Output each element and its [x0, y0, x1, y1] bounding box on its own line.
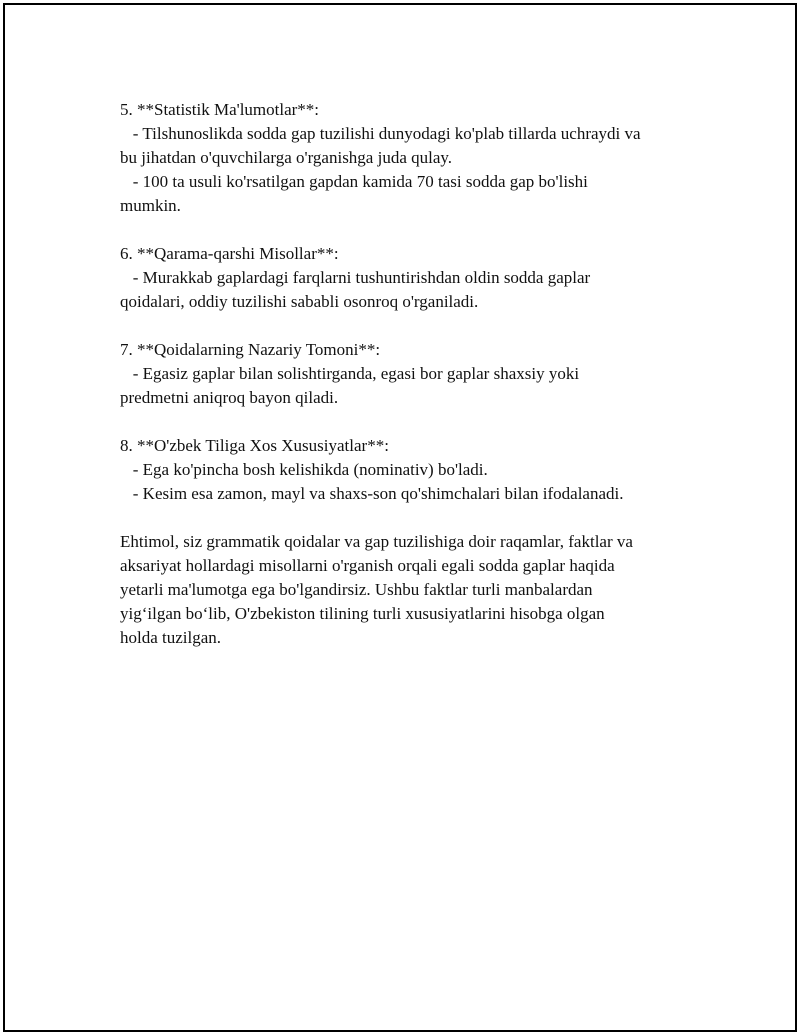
section-spacer [120, 314, 700, 338]
paragraph-line: - 100 ta usuli ko'rsatilgan gapdan kamida 70 tasi sodda gap bo'lishi [120, 172, 588, 191]
conclusion-paragraph [120, 530, 700, 650]
section-heading: 8. **O'zbek Tiliga Xos Xususiyatlar**: [120, 436, 389, 455]
paragraph-line: - Tilshunoslikda sodda gap tuzilishi dunyodagi ko'plab tillarda uchraydi va [120, 124, 641, 143]
paragraph-line: - Kesim esa zamon, mayl va shaxs-son qo'shimchalari bilan ifodalanadi. [120, 484, 624, 503]
section-8 [120, 434, 700, 506]
paragraph-line: predmetni aniqroq bayon qiladi. [120, 388, 339, 407]
section-heading: 5. **Statistik Ma'lumotlar**: [120, 100, 320, 119]
paragraph-line: - Ega ko'pincha bosh kelishikda (nominativ) bo'ladi. [120, 460, 488, 479]
paragraph-line: Ehtimol, siz grammatik qoidalar va gap tuzilishiga doir raqamlar, faktlar va [120, 532, 633, 551]
paragraph-line: mumkin. [120, 196, 181, 215]
section-5 [120, 98, 700, 218]
document-page [3, 3, 797, 1032]
section-7 [120, 338, 700, 410]
document-body [120, 98, 700, 650]
section-spacer [120, 506, 700, 530]
section-heading: 7. **Qoidalarning Nazariy Tomoni**: [120, 340, 381, 359]
paragraph-line: - Egasiz gaplar bilan solishtirganda, egasi bor gaplar shaxsiy yoki [120, 364, 580, 383]
paragraph-line: holda tuzilgan. [120, 628, 222, 647]
section-spacer [120, 218, 700, 242]
paragraph-line: yig‘ilgan bo‘lib, O'zbekiston tilining turli xususiyatlarini hisobga olgan [120, 604, 605, 623]
section-spacer [120, 410, 700, 434]
section-heading: 6. **Qarama-qarshi Misollar**: [120, 244, 339, 263]
paragraph-line: aksariyat hollardagi misollarni o'rganish orqali egali sodda gaplar haqida [120, 556, 615, 575]
paragraph-line: bu jihatdan o'quvchilarga o'rganishga juda qulay. [120, 148, 453, 167]
section-6 [120, 242, 700, 314]
paragraph-line: yetarli ma'lumotga ega bo'lgandirsiz. Ushbu faktlar turli manbalardan [120, 580, 593, 599]
paragraph-line: - Murakkab gaplardagi farqlarni tushuntirishdan oldin sodda gaplar [120, 268, 591, 287]
paragraph-line: qoidalari, oddiy tuzilishi sababli osonroq o'rganiladi. [120, 292, 479, 311]
